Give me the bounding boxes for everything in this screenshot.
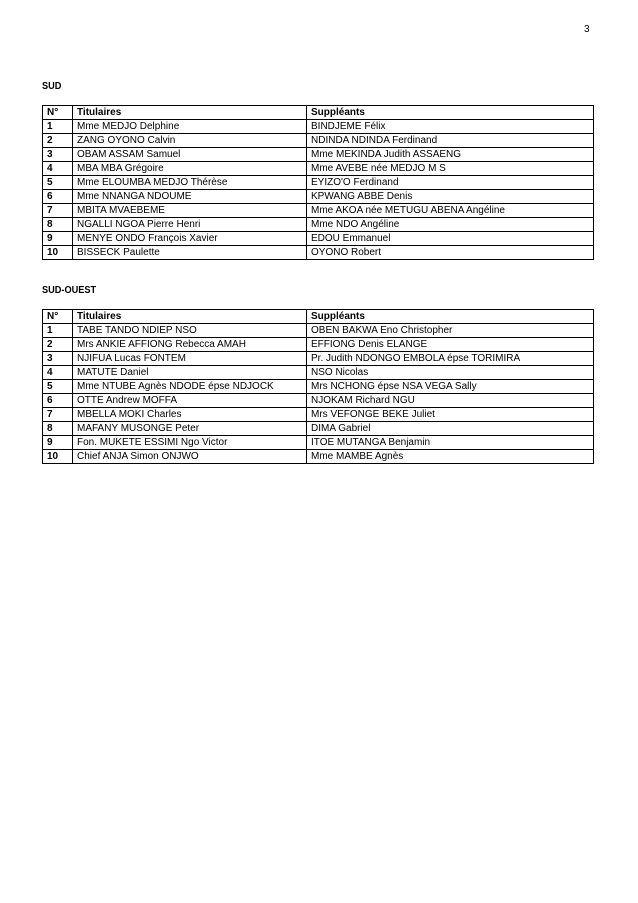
table-row [43, 352, 594, 366]
table-row [43, 134, 594, 148]
cell-titulaire: OTTE Andrew MOFFA [73, 394, 307, 408]
cell-number: 9 [43, 232, 73, 246]
cell-titulaire: MAFANY MUSONGE Peter [73, 422, 307, 436]
table-row [43, 338, 594, 352]
table-row [43, 324, 594, 338]
cell-number: 8 [43, 422, 73, 436]
cell-titulaire: ZANG OYONO Calvin [73, 134, 307, 148]
cell-titulaire: TABE TANDO NDIEP NSO [73, 324, 307, 338]
cell-number: 5 [43, 380, 73, 394]
cell-suppleant: OYONO Robert [307, 246, 594, 260]
header-titulaires: Titulaires [73, 310, 307, 324]
header-suppleants: Suppléants [307, 310, 594, 324]
table-row [43, 204, 594, 218]
cell-titulaire: NGALLI NGOA Pierre Henri [73, 218, 307, 232]
header-number: N° [43, 310, 73, 324]
table-row [43, 394, 594, 408]
cell-number: 7 [43, 204, 73, 218]
cell-titulaire: Mme ELOUMBA MEDJO Thérèse [73, 176, 307, 190]
cell-suppleant: Mrs NCHONG épse NSA VEGA Sally [307, 380, 594, 394]
cell-number: 1 [43, 120, 73, 134]
cell-titulaire: MENYE ONDO François Xavier [73, 232, 307, 246]
header-number: N° [43, 106, 73, 120]
cell-suppleant: Mme MAMBE Agnès [307, 450, 594, 464]
cell-number: 8 [43, 218, 73, 232]
table-row [43, 232, 594, 246]
table-row [43, 218, 594, 232]
cell-number: 3 [43, 148, 73, 162]
cell-titulaire: Chief ANJA Simon ONJWO [73, 450, 307, 464]
cell-titulaire: NJIFUA Lucas FONTEM [73, 352, 307, 366]
cell-titulaire: MBITA MVAEBEME [73, 204, 307, 218]
cell-suppleant: Mme AVEBE née MEDJO M S [307, 162, 594, 176]
table-row [43, 148, 594, 162]
cell-suppleant: OBEN BAKWA Eno Christopher [307, 324, 594, 338]
cell-titulaire: Fon. MUKETE ESSIMI Ngo Victor [73, 436, 307, 450]
cell-suppleant: KPWANG ABBE Denis [307, 190, 594, 204]
cell-suppleant: EFFIONG Denis ELANGE [307, 338, 594, 352]
cell-number: 6 [43, 394, 73, 408]
cell-number: 1 [43, 324, 73, 338]
cell-number: 4 [43, 162, 73, 176]
cell-titulaire: Mrs ANKIE AFFIONG Rebecca AMAH [73, 338, 307, 352]
cell-suppleant: Mme AKOA née METUGU ABENA Angéline [307, 204, 594, 218]
cell-suppleant: NJOKAM Richard NGU [307, 394, 594, 408]
cell-titulaire: Mme NNANGA NDOUME [73, 190, 307, 204]
table-header-row [43, 106, 594, 120]
cell-suppleant: Mrs VEFONGE BEKE Juliet [307, 408, 594, 422]
cell-number: 2 [43, 338, 73, 352]
table-row [43, 176, 594, 190]
cell-number: 3 [43, 352, 73, 366]
cell-suppleant: BINDJEME Félix [307, 120, 594, 134]
cell-number: 5 [43, 176, 73, 190]
cell-suppleant: ITOE MUTANGA Benjamin [307, 436, 594, 450]
cell-titulaire: OBAM ASSAM Samuel [73, 148, 307, 162]
cell-suppleant: NSO Nicolas [307, 366, 594, 380]
cell-titulaire: MATUTE Daniel [73, 366, 307, 380]
table-row [43, 120, 594, 134]
table-row [43, 380, 594, 394]
table-row [43, 422, 594, 436]
table-row [43, 408, 594, 422]
cell-number: 9 [43, 436, 73, 450]
header-suppleants: Suppléants [307, 106, 594, 120]
cell-number: 10 [43, 246, 73, 260]
cell-suppleant: DIMA Gabriel [307, 422, 594, 436]
cell-suppleant: Mme MEKINDA Judith ASSAENG [307, 148, 594, 162]
cell-suppleant: NDINDA NDINDA Ferdinand [307, 134, 594, 148]
table-sud [42, 105, 594, 260]
table-row [43, 190, 594, 204]
cell-suppleant: EYIZO'O Ferdinand [307, 176, 594, 190]
table-row [43, 436, 594, 450]
cell-number: 6 [43, 190, 73, 204]
cell-suppleant: Pr. Judith NDONGO EMBOLA épse TORIMIRA [307, 352, 594, 366]
cell-titulaire: Mme NTUBE Agnès NDODE épse NDJOCK [73, 380, 307, 394]
cell-titulaire: BISSECK Paulette [73, 246, 307, 260]
section-title-sud-ouest: SUD-OUEST [42, 285, 97, 296]
cell-suppleant: Mme NDO Angéline [307, 218, 594, 232]
cell-number: 10 [43, 450, 73, 464]
header-titulaires: Titulaires [73, 106, 307, 120]
section-title-sud: SUD [42, 81, 62, 92]
table-row [43, 450, 594, 464]
cell-suppleant: EDOU Emmanuel [307, 232, 594, 246]
cell-titulaire: MBELLA MOKI Charles [73, 408, 307, 422]
table-row [43, 246, 594, 260]
table-row [43, 366, 594, 380]
table-header-row [43, 310, 594, 324]
page-number: 3 [584, 24, 590, 35]
table-row [43, 162, 594, 176]
cell-titulaire: Mme MEDJO Delphine [73, 120, 307, 134]
cell-number: 2 [43, 134, 73, 148]
table-sud-ouest [42, 309, 594, 464]
cell-number: 7 [43, 408, 73, 422]
cell-number: 4 [43, 366, 73, 380]
cell-titulaire: MBA MBA Grégoire [73, 162, 307, 176]
